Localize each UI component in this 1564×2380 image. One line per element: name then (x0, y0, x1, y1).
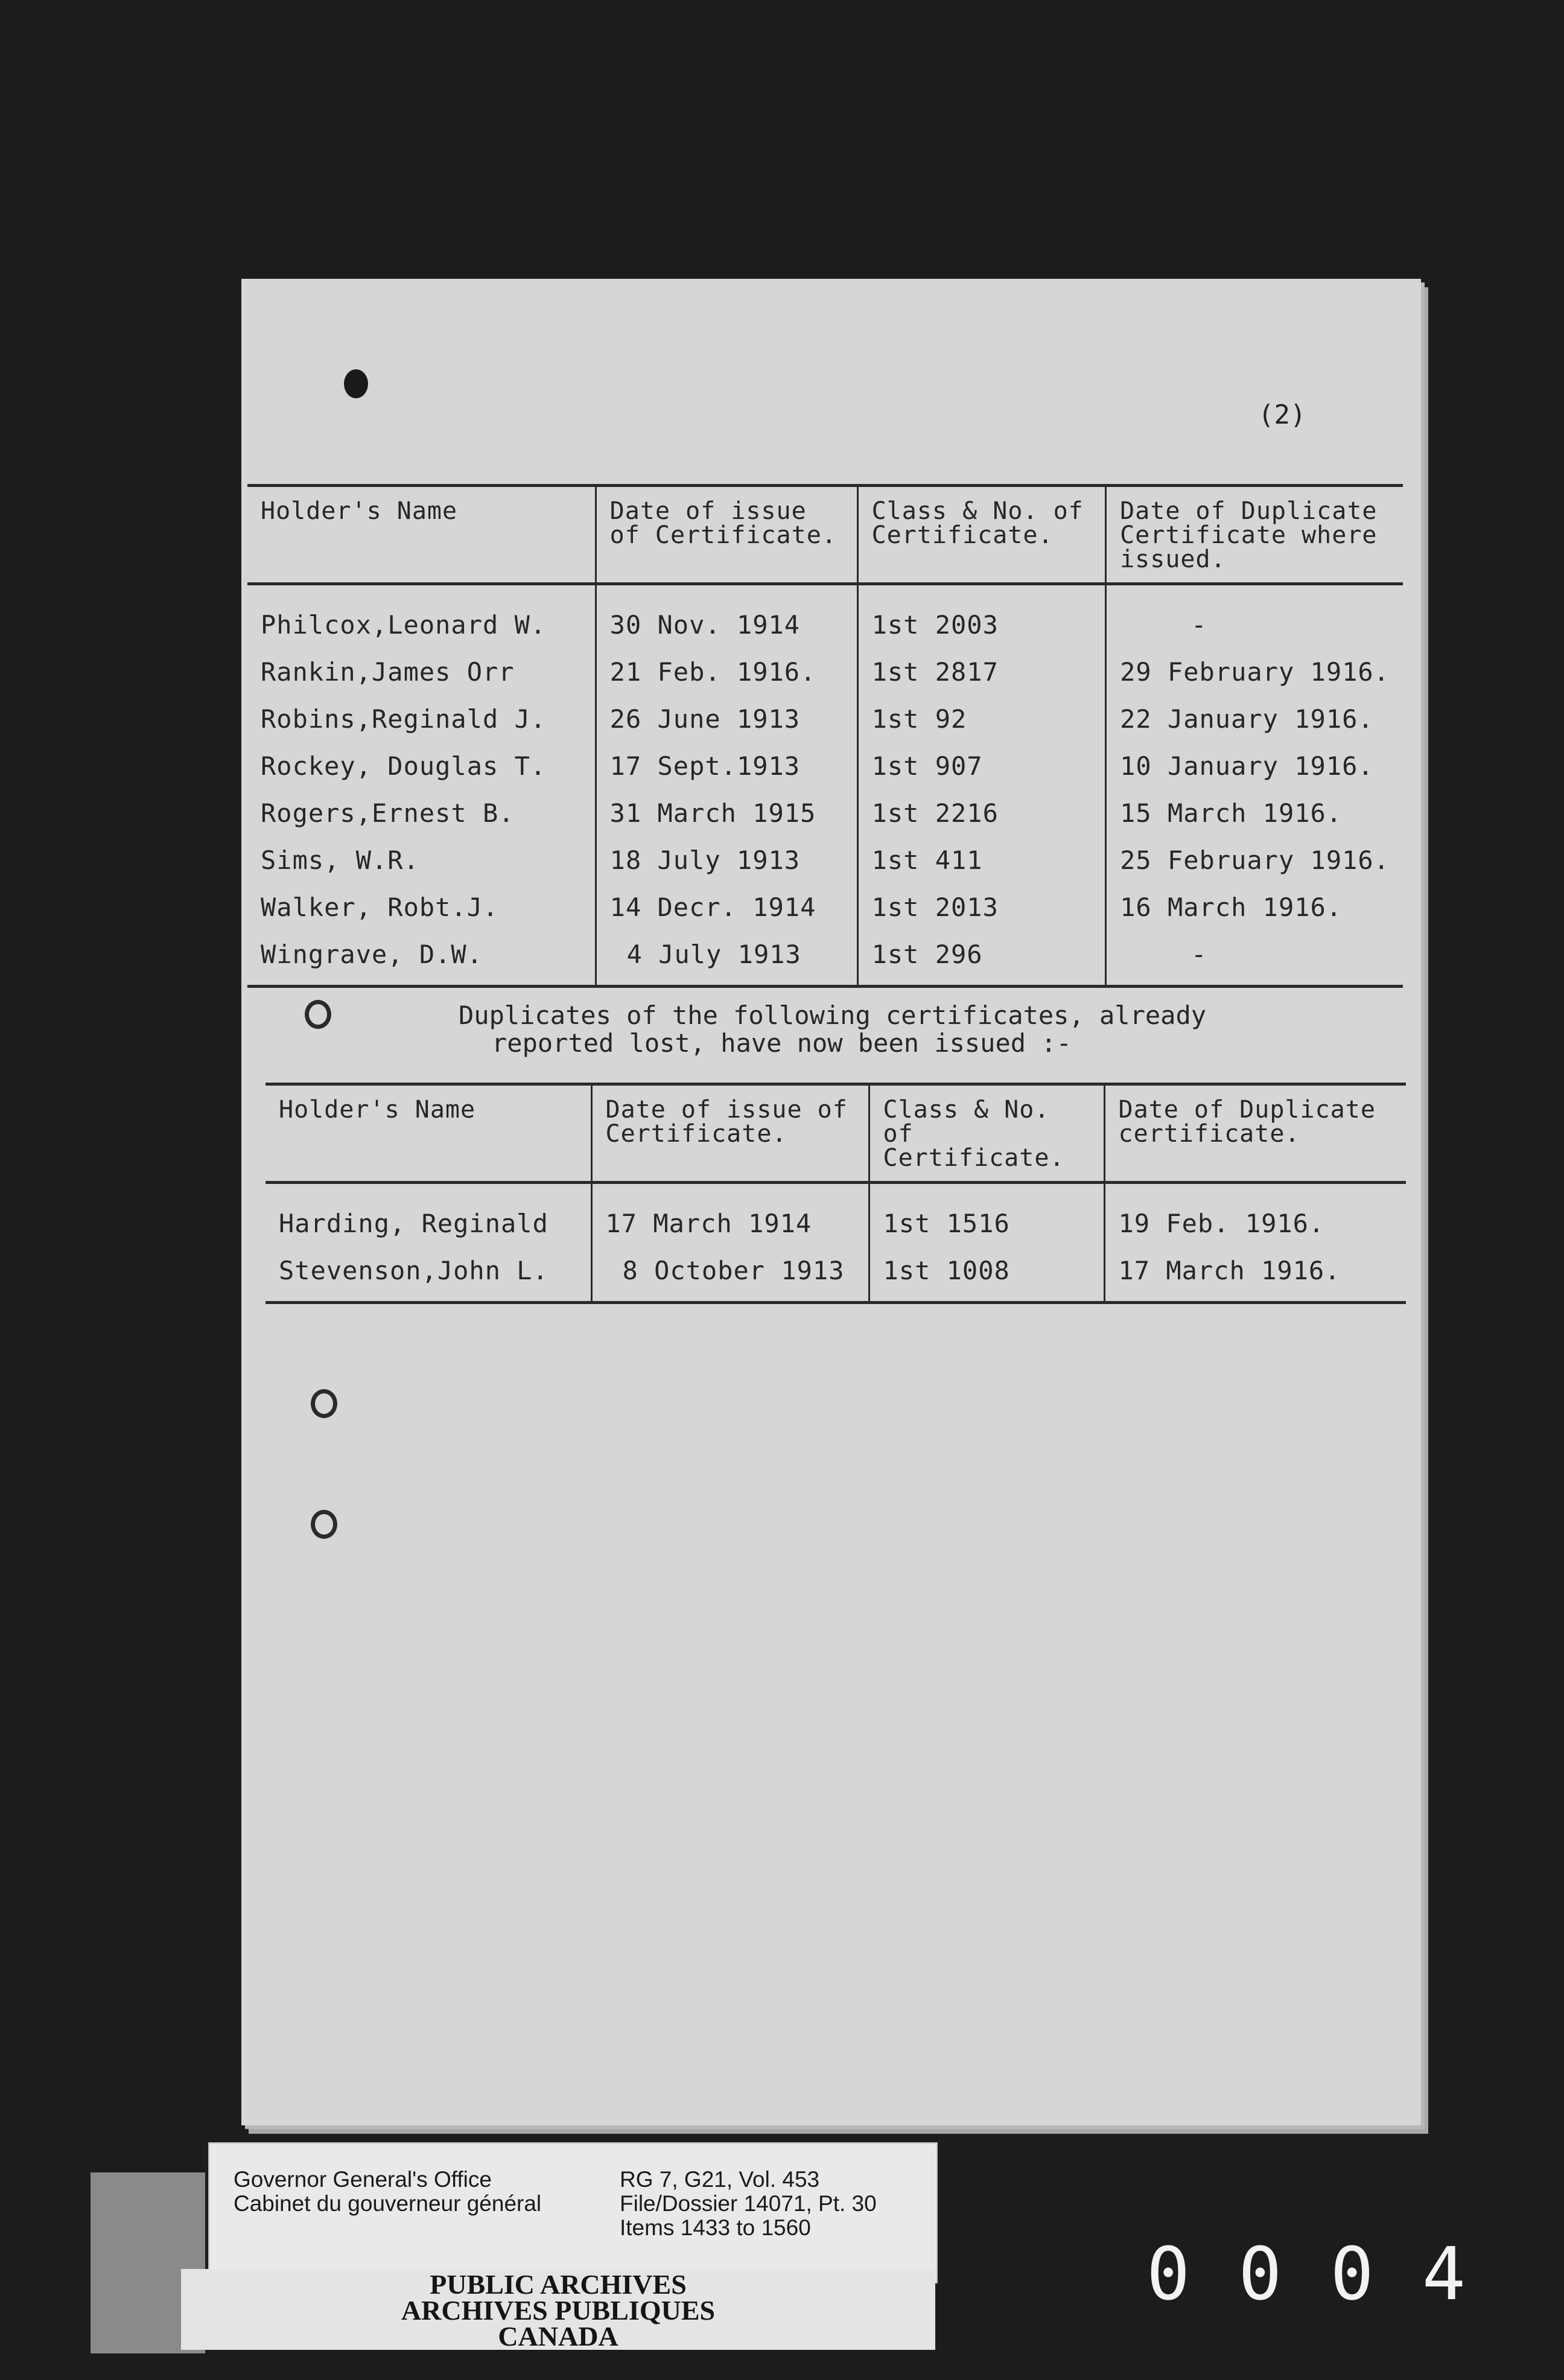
cell: 17 Sept.1913 (596, 742, 857, 789)
col-class-no: Class & No. of Certificate. (857, 486, 1106, 584)
cell: 1st 1008 (869, 1247, 1104, 1303)
file-dossier: File/Dossier 14071, Pt. 30 (620, 2191, 877, 2216)
punch-hole (344, 369, 368, 398)
cell: 1st 1516 (869, 1183, 1104, 1247)
col-holder-name: Holder's Name (247, 486, 596, 584)
table-row (247, 883, 1403, 931)
table-row (247, 648, 1403, 695)
punch-hole (311, 1389, 337, 1418)
table-row (247, 789, 1403, 836)
certificates-table (247, 484, 1403, 988)
cell: Wingrave, D.W. (247, 931, 596, 987)
cell: 8 October 1913 (591, 1247, 869, 1303)
cell: 31 March 1915 (596, 789, 857, 836)
cell: Robins,Reginald J. (247, 695, 596, 742)
col-date-issue: Date of issue of Certificate. (596, 486, 857, 584)
table-row (265, 1183, 1406, 1247)
col-date-duplicate: Date of Duplicate certificate. (1104, 1084, 1406, 1183)
cell: 22 January 1916. (1120, 704, 1374, 734)
col-date-issue: Date of issue of Certificate. (591, 1084, 869, 1183)
frame-number: 0004 (1146, 2233, 1514, 2317)
cell: 10 January 1916. (1120, 751, 1374, 781)
office-french: Cabinet du gouverneur général (234, 2191, 542, 2216)
cell: 1st 411 (857, 836, 1106, 883)
cell: Walker, Robt.J. (247, 883, 596, 931)
note-line-2: reported lost, have now been issued :- (492, 1028, 1072, 1058)
cell: 1st 2817 (857, 648, 1106, 695)
cell: Rockey, Douglas T. (247, 742, 596, 789)
cell: 1st 92 (857, 695, 1106, 742)
duplicates-note (459, 1002, 1243, 1057)
table-row (247, 584, 1403, 649)
duplicates-table (265, 1083, 1406, 1304)
table-row (247, 836, 1403, 883)
cell: 21 Feb. 1916. (596, 648, 857, 695)
reference-block (620, 2168, 877, 2240)
punch-hole (305, 1000, 331, 1029)
cell: 1st 2216 (857, 789, 1106, 836)
cell: 1st 907 (857, 742, 1106, 789)
note-line-1: Duplicates of the following certificates, already (459, 1001, 1207, 1030)
table-row (247, 742, 1403, 789)
cell: 29 February 1916. (1120, 657, 1390, 687)
cell: 15 March 1916. (1120, 798, 1343, 828)
items-range: Items 1433 to 1560 (620, 2215, 811, 2240)
cell: 17 March 1916. (1118, 1255, 1341, 1285)
record-group: RG 7, G21, Vol. 453 (620, 2167, 820, 2192)
office-block (234, 2168, 541, 2216)
archive-line-2: ARCHIVES PUBLIQUES (401, 2295, 716, 2326)
punch-hole (311, 1510, 337, 1539)
cell: Rogers,Ernest B. (247, 789, 596, 836)
cell: 1st 2003 (857, 584, 1106, 649)
archive-reference-label (208, 2142, 938, 2283)
archive-line-1: PUBLIC ARCHIVES (430, 2269, 687, 2300)
col-date-duplicate: Date of Duplicate Certificate where issued. (1106, 486, 1403, 584)
cell: Harding, Reginald (265, 1183, 591, 1247)
cell: 25 February 1916. (1120, 845, 1390, 875)
cell: 14 Decr. 1914 (596, 883, 857, 931)
cell: 1st 2013 (857, 883, 1106, 931)
table-header-row (247, 486, 1403, 584)
document-page (241, 279, 1421, 2125)
cell: Sims, W.R. (247, 836, 596, 883)
table-row (247, 931, 1403, 987)
cell: 26 June 1913 (596, 695, 857, 742)
office-english: Governor General's Office (234, 2167, 492, 2192)
table-row (247, 695, 1403, 742)
col-class-no: Class & No. of Certificate. (869, 1084, 1104, 1183)
cell: 4 July 1913 (596, 931, 857, 987)
cell: 16 March 1916. (1120, 892, 1343, 922)
table-header-row (265, 1084, 1406, 1183)
archive-stamp (181, 2269, 935, 2350)
col-holder-name: Holder's Name (265, 1084, 591, 1183)
cell: 30 Nov. 1914 (596, 584, 857, 649)
table-row (265, 1247, 1406, 1303)
cell: 18 July 1913 (596, 836, 857, 883)
cell: - (1191, 939, 1207, 969)
cell: 19 Feb. 1916. (1118, 1208, 1325, 1238)
cell: Stevenson,John L. (265, 1247, 591, 1303)
page-number: (2) (1258, 399, 1306, 430)
cell: 1st 296 (857, 931, 1106, 987)
archive-line-3: CANADA (498, 2321, 618, 2352)
cell: Rankin,James Orr (247, 648, 596, 695)
cell: 17 March 1914 (591, 1183, 869, 1247)
cell: Philcox,Leonard W. (247, 584, 596, 649)
cell: - (1191, 609, 1207, 640)
